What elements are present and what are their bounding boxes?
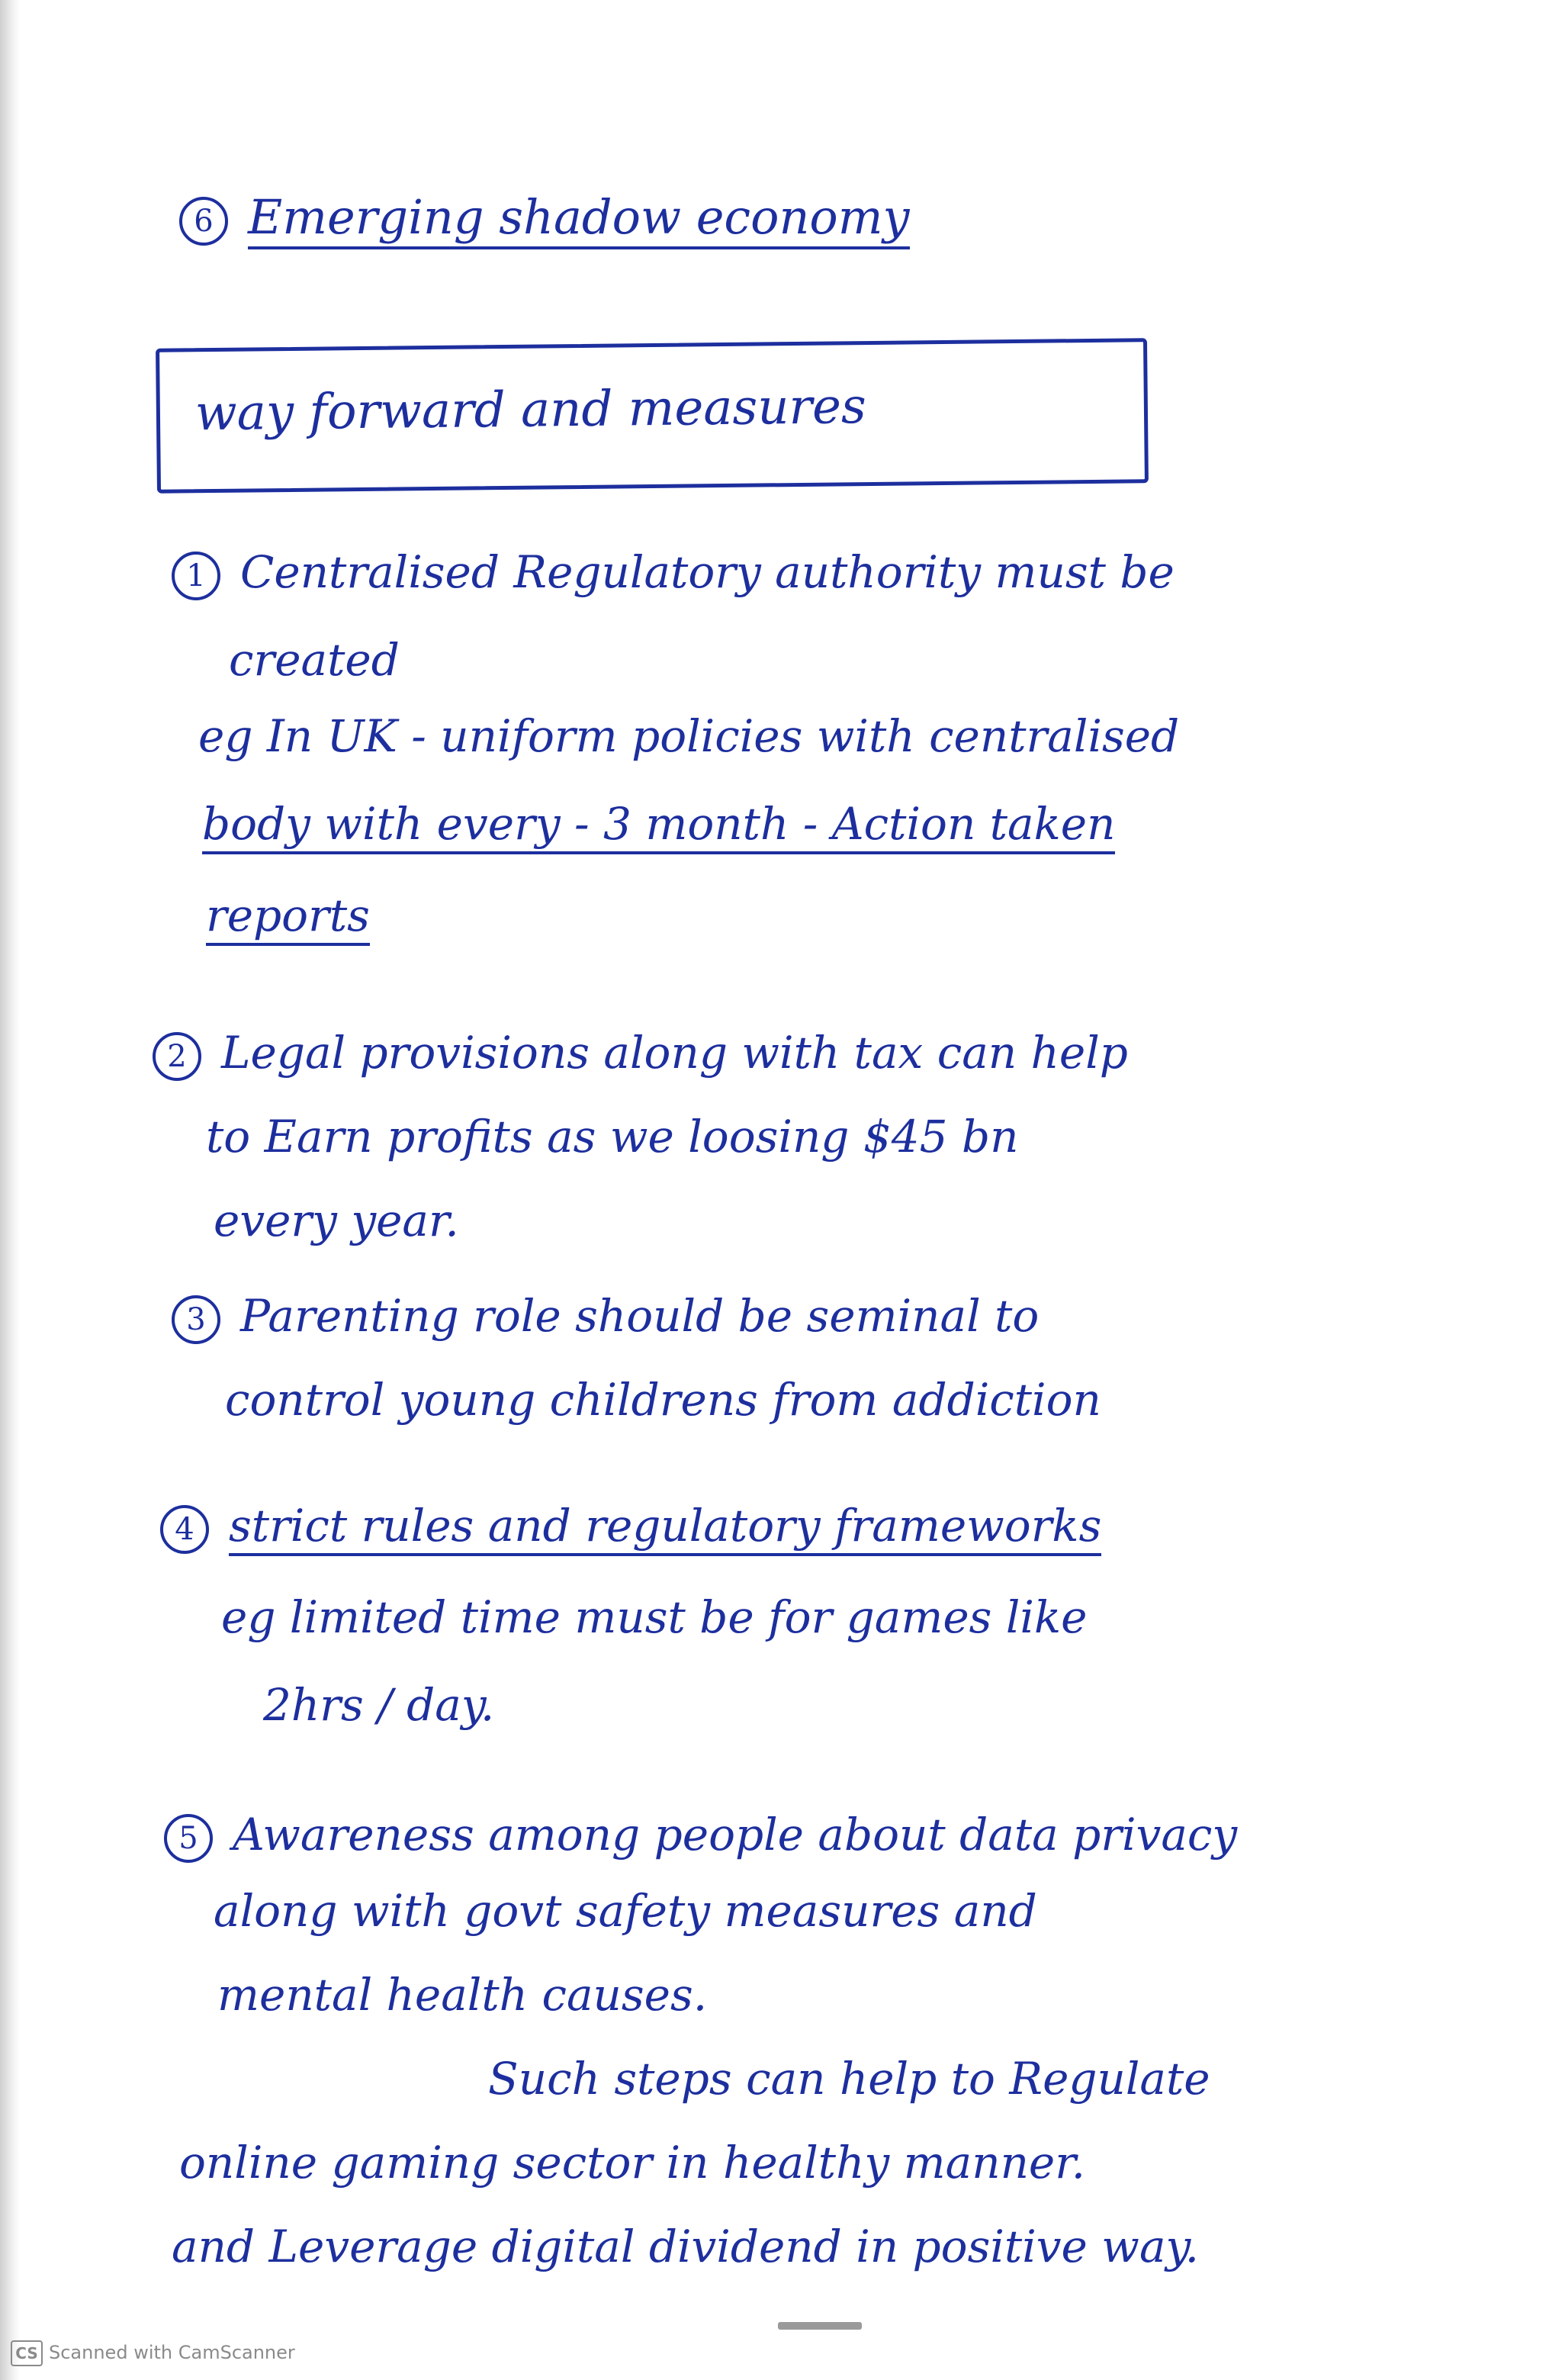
box-title: way forward and measures [194,378,867,442]
scan-artifact [778,2322,862,2330]
point-5-line-2: along with govt safety measures and [214,1885,1037,1937]
point-2-line-2: to Earn profits as we loosing $45 bn [206,1111,1019,1163]
heading-text: Emerging shadow economy [248,189,910,249]
point-4-line-1: 4 strict rules and regulatory frameworks [160,1499,1101,1554]
point-4-line-3: 2hrs / day. [263,1679,495,1731]
scanner-watermark [11,2337,295,2368]
point-3-line-1: 3 Parenting role should be seminal to [172,1289,1039,1344]
example-1-line-3: reports [206,889,370,942]
point-1-line-1: 1 Centralised Regulatory authority must be [172,545,1175,600]
page-edge-shadow [0,0,20,2380]
point-2-number: 2 [153,1032,201,1081]
conclusion-line-1: Such steps can help to Regulate [488,2053,1210,2105]
point-1-number: 1 [172,552,220,600]
example-1-line-2: body with every - 3 month - Action taken [202,797,1115,851]
point-4-line-2: eg limited time must be for games like [221,1591,1088,1643]
point-5-number: 5 [164,1814,213,1863]
point-4-number: 4 [160,1505,209,1554]
camscanner-logo: CS [11,2340,43,2366]
point-3-line-2: control young childrens from addiction [225,1374,1101,1426]
way-forward-box [156,338,1149,494]
point-5-line-3: mental health causes. [217,1969,708,2021]
watermark-text: Scanned with CamScanner [49,2342,295,2363]
point-5-line-1: 5 Awareness among people about data privacy [164,1808,1237,1863]
point-1-line-2: created [229,634,400,686]
heading-number: 6 [179,197,228,246]
point-2-line-3: every year. [214,1195,459,1246]
heading [179,191,910,246]
example-1-line-1: eg In UK - uniform policies with centralised [198,710,1180,762]
point-3-number: 3 [172,1295,220,1344]
conclusion-line-2: online gaming sector in healthy manner. [179,2137,1086,2189]
conclusion-line-3: and Leverage digital dividend in positive way. [172,2221,1200,2272]
point-2-line-1: 2 Legal provisions along with tax can help [153,1026,1128,1081]
